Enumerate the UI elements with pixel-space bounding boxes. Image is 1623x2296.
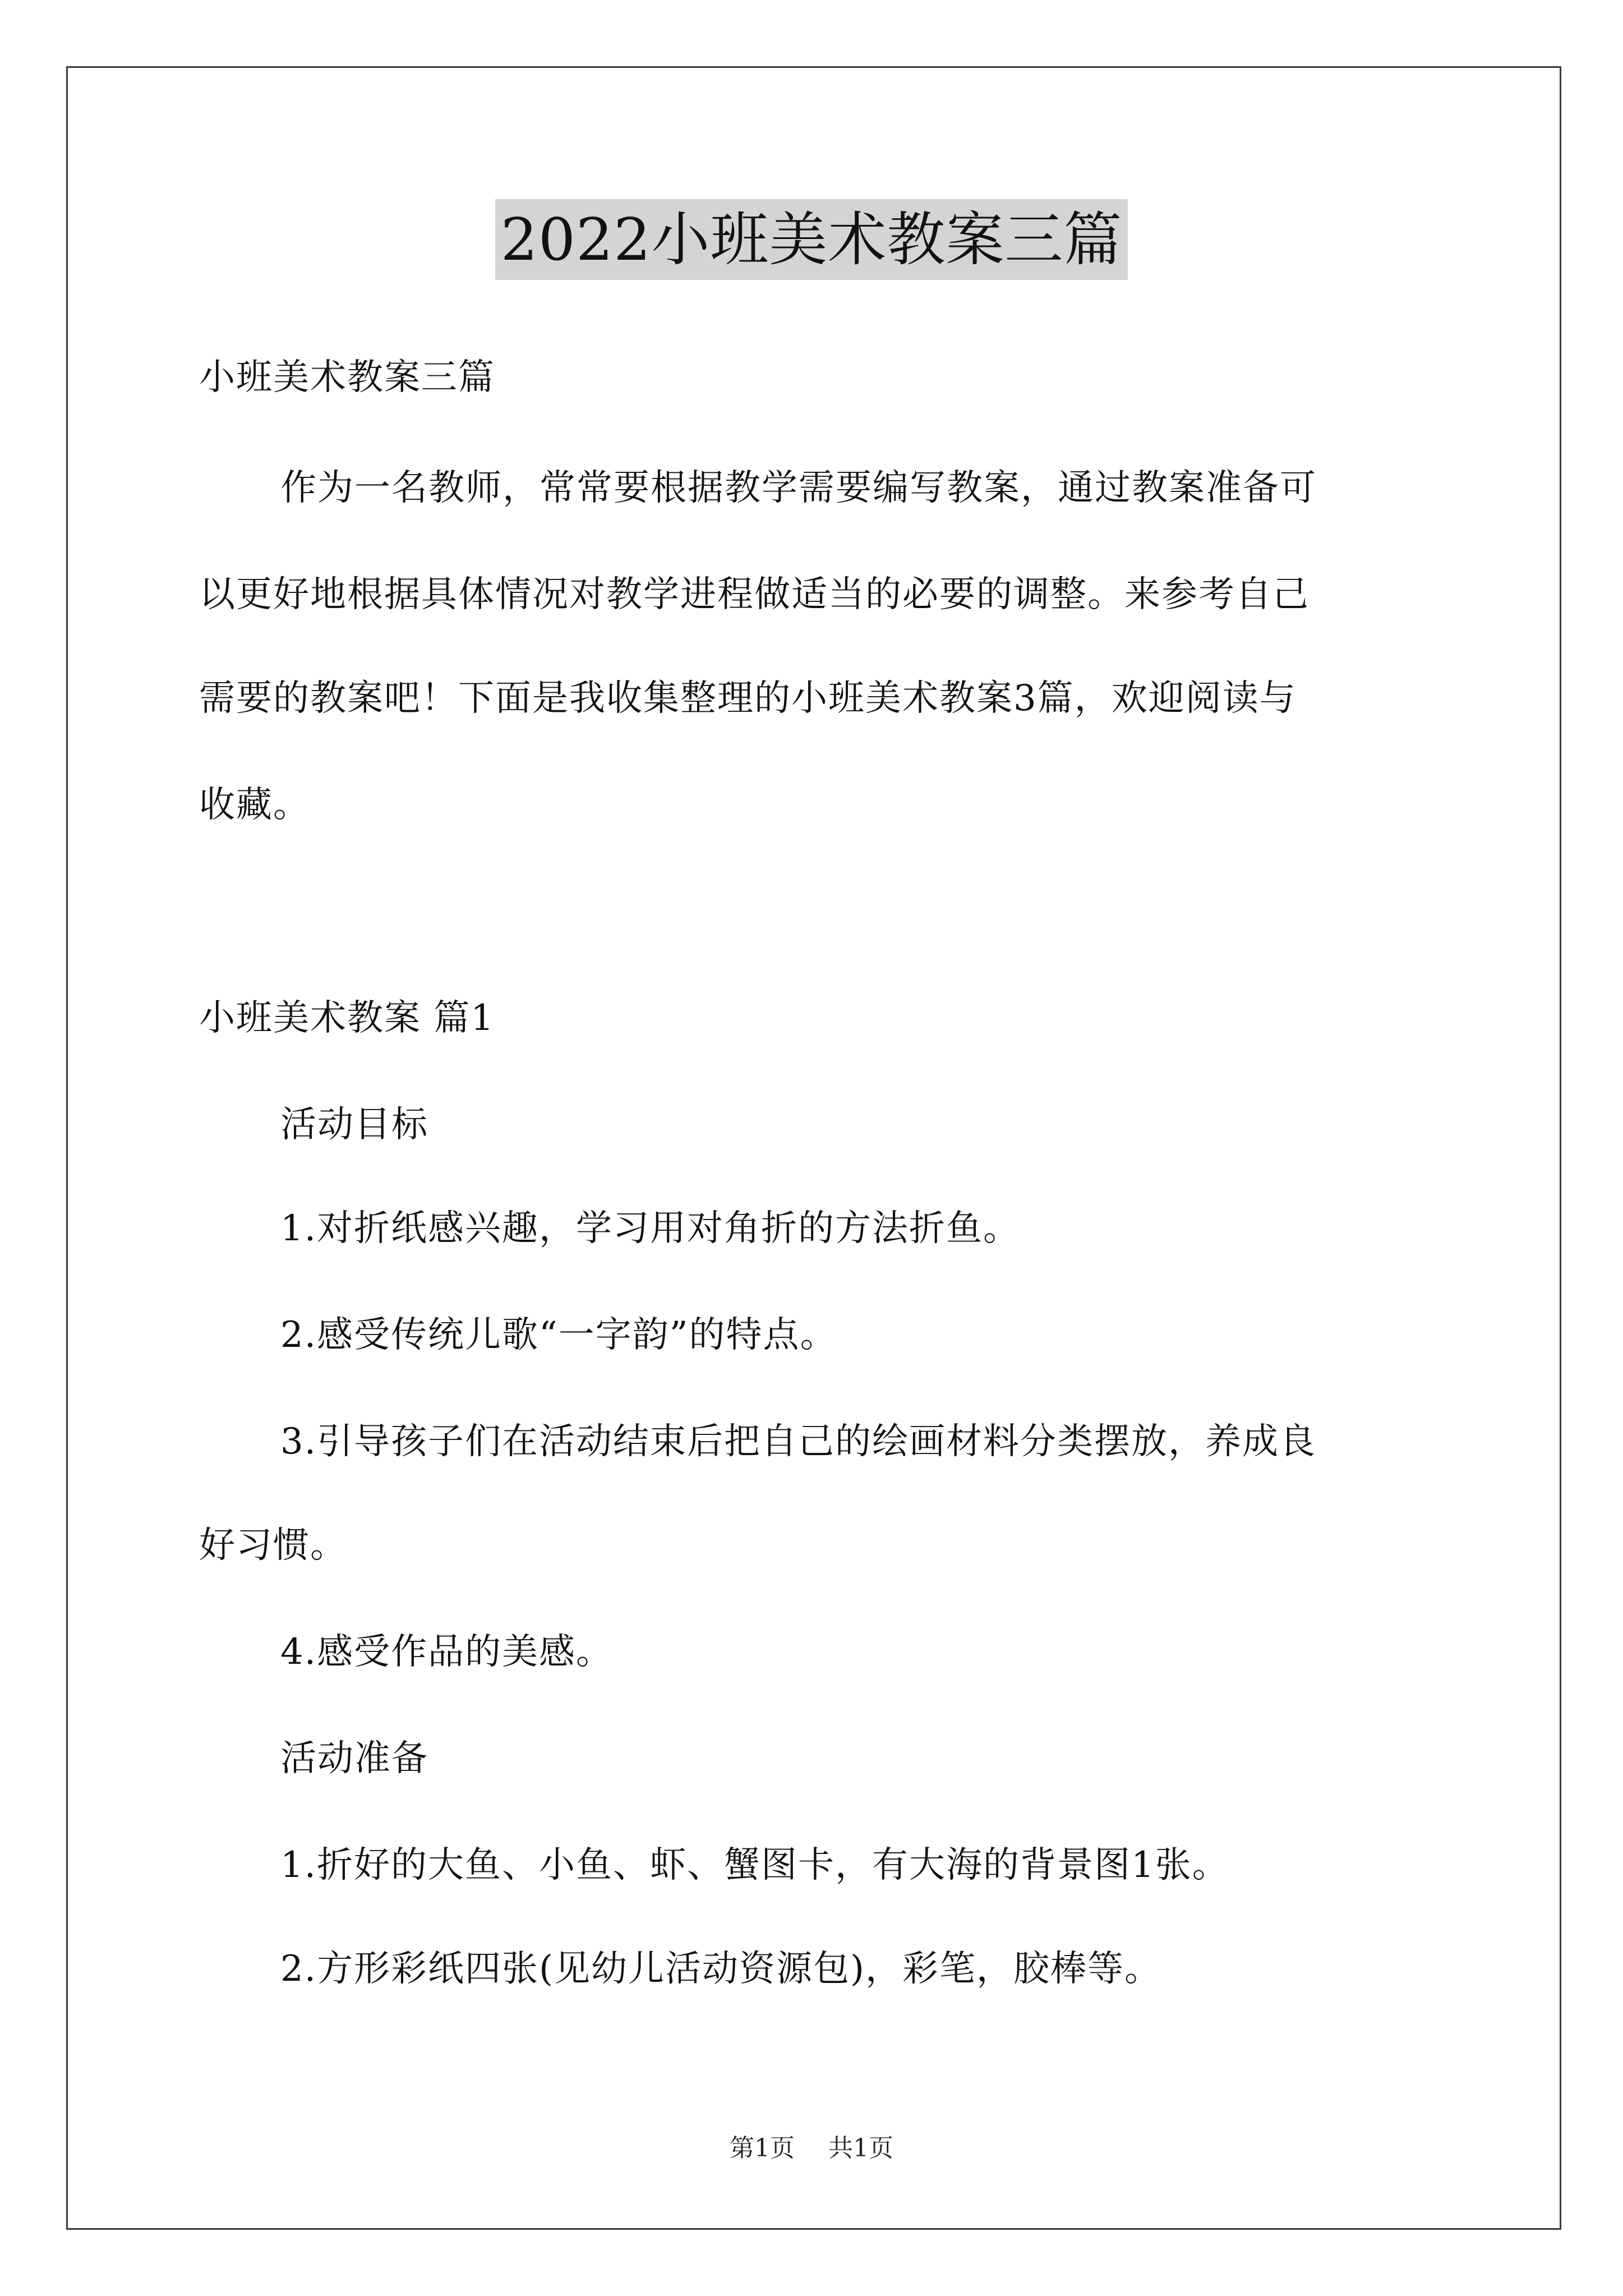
page-number: 第1页 bbox=[730, 2134, 795, 2162]
goal-item-3: 3.引导孩子们在活动结束后把自己的绘画材料分类摆放，养成良 bbox=[280, 1421, 1317, 1462]
section-heading: 小班美术教案 篇1 bbox=[199, 997, 495, 1039]
goal-item-2: 2.感受传统儿歌“一字韵”的特点。 bbox=[280, 1314, 837, 1356]
goal-item-1: 1.对折纸感兴趣，学习用对角折的方法折鱼。 bbox=[280, 1208, 1021, 1249]
page-footer bbox=[0, 2132, 1623, 2165]
document-title: 2022小班美术教案三篇 bbox=[495, 199, 1128, 280]
page-total: 共1页 bbox=[828, 2134, 893, 2162]
goal-item-3-continued: 好习惯。 bbox=[199, 1525, 347, 1566]
prep-item-2: 2.方形彩纸四张(见幼儿活动资源包)，彩笔，胶棒等。 bbox=[280, 1948, 1161, 1990]
prep-heading: 活动准备 bbox=[280, 1738, 428, 1779]
goal-item-4: 4.感受作品的美感。 bbox=[280, 1631, 614, 1673]
intro-line-1: 作为一名教师，常常要根据教学需要编写教案，通过教案准备可 bbox=[280, 467, 1317, 509]
goals-heading: 活动目标 bbox=[280, 1104, 428, 1145]
title-container bbox=[0, 199, 1623, 280]
intro-line-2: 以更好地根据具体情况对教学进程做适当的必要的调整。来参考自己 bbox=[199, 574, 1310, 615]
intro-line-3: 需要的教案吧！下面是我收集整理的小班美术教案3篇，欢迎阅读与 bbox=[199, 678, 1297, 719]
prep-item-1: 1.折好的大鱼、小鱼、虾、蟹图卡，有大海的背景图1张。 bbox=[280, 1844, 1229, 1886]
document-subtitle: 小班美术教案三篇 bbox=[199, 357, 495, 398]
intro-line-4: 收藏。 bbox=[199, 784, 310, 826]
